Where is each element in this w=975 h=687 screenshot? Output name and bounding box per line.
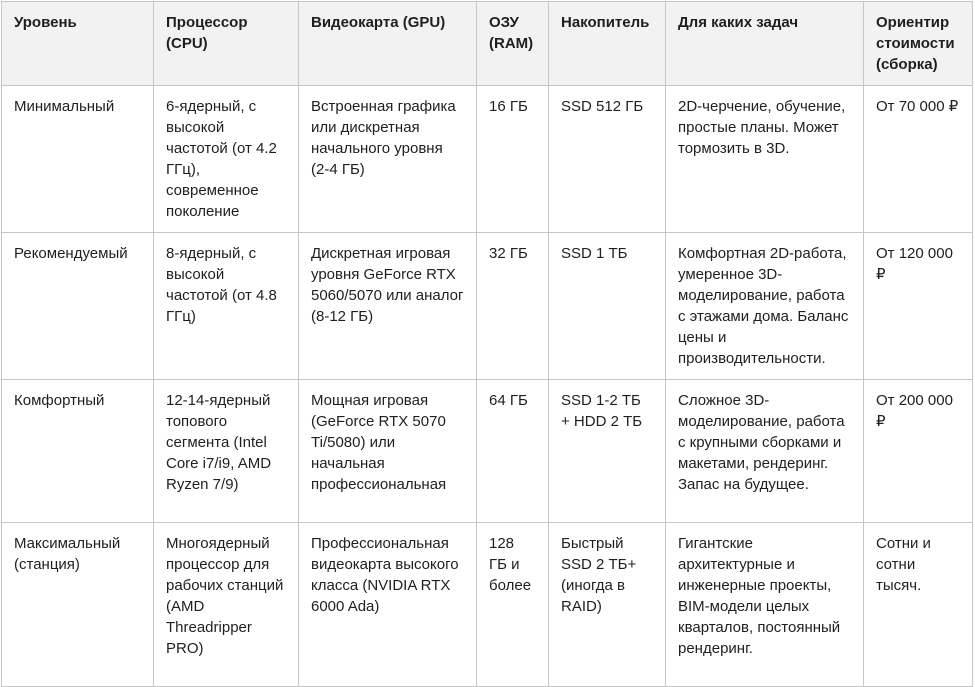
header-cpu: Процессор (CPU)	[154, 2, 299, 86]
cell-level: Максимальный (станция)	[2, 523, 154, 687]
pc-build-comparison-table	[1, 1, 973, 687]
cell-level: Минимальный	[2, 86, 154, 233]
cell-tasks: Комфортная 2D-работа, умеренное 3D-моделирование, работа с этажами дома. Баланс цены и производительности.	[666, 233, 864, 380]
cell-storage: Быстрый SSD 2 ТБ+ (иногда в RAID)	[549, 523, 666, 687]
cell-storage: SSD 512 ГБ	[549, 86, 666, 233]
header-tasks: Для каких задач	[666, 2, 864, 86]
cell-cpu: 6-ядерный, с высокой частотой (от 4.2 ГГц), современное поколение	[154, 86, 299, 233]
cell-cost: От 200 000 ₽	[864, 380, 973, 523]
cell-level: Комфортный	[2, 380, 154, 523]
cell-level: Рекомендуемый	[2, 233, 154, 380]
cell-ram: 64 ГБ	[477, 380, 549, 523]
cell-gpu: Встроенная графика или дискретная начального уровня (2-4 ГБ)	[299, 86, 477, 233]
cell-cost: От 70 000 ₽	[864, 86, 973, 233]
cell-storage: SSD 1-2 ТБ + HDD 2 ТБ	[549, 380, 666, 523]
header-storage: Накопитель	[549, 2, 666, 86]
table-row	[2, 86, 973, 233]
cell-tasks: Сложное 3D-моделирование, работа с крупными сборками и макетами, рендеринг. Запас на будущее.	[666, 380, 864, 523]
cell-tasks: Гигантские архитектурные и инженерные проекты, BIM-модели целых кварталов, постоянный рендеринг.	[666, 523, 864, 687]
cell-ram: 128 ГБ и более	[477, 523, 549, 687]
cell-cpu: 12-14-ядерный топового сегмента (Intel Core i7/i9, AMD Ryzen 7/9)	[154, 380, 299, 523]
cell-cost: Сотни и сотни тысяч.	[864, 523, 973, 687]
cell-storage: SSD 1 ТБ	[549, 233, 666, 380]
cell-ram: 16 ГБ	[477, 86, 549, 233]
cell-ram: 32 ГБ	[477, 233, 549, 380]
header-cost: Ориентир стоимости (сборка)	[864, 2, 973, 86]
cell-gpu: Мощная игровая (GeForce RTX 5070 Ti/5080) или начальная профессиональная	[299, 380, 477, 523]
cell-cpu: 8-ядерный, с высокой частотой (от 4.8 ГГц)	[154, 233, 299, 380]
cell-gpu: Профессиональная видеокарта высокого класса (NVIDIA RTX 6000 Ada)	[299, 523, 477, 687]
table-row	[2, 523, 973, 687]
header-gpu: Видеокарта (GPU)	[299, 2, 477, 86]
cell-gpu: Дискретная игровая уровня GeForce RTX 5060/5070 или аналог (8-12 ГБ)	[299, 233, 477, 380]
cell-cost: От 120 000 ₽	[864, 233, 973, 380]
header-ram: ОЗУ (RAM)	[477, 2, 549, 86]
table-row	[2, 380, 973, 523]
cell-tasks: 2D-черчение, обучение, простые планы. Может тормозить в 3D.	[666, 86, 864, 233]
cell-cpu: Многоядерный процессор для рабочих станций (AMD Threadripper PRO)	[154, 523, 299, 687]
table-row	[2, 233, 973, 380]
header-level: Уровень	[2, 2, 154, 86]
table-header-row	[2, 2, 973, 86]
